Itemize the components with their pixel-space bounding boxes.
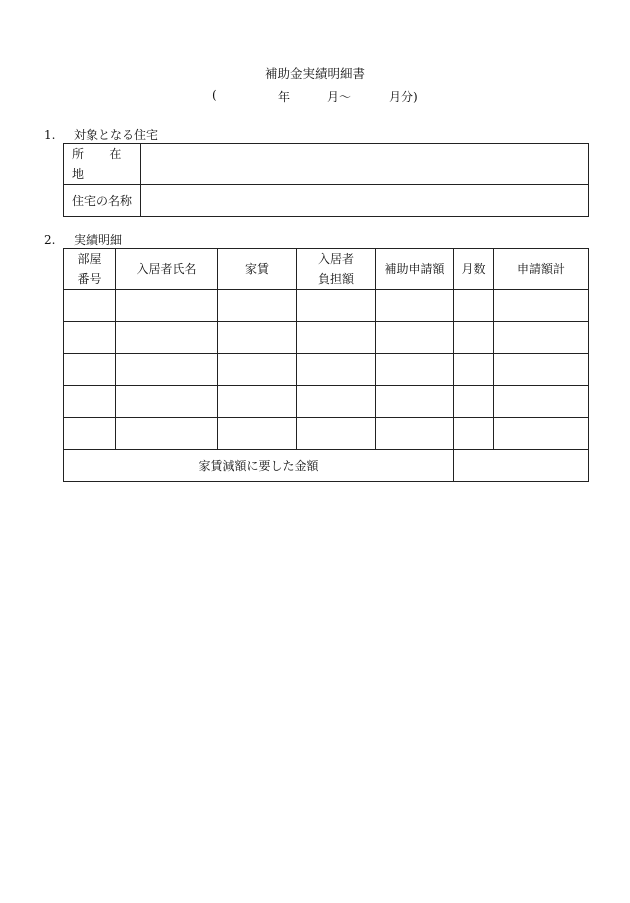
table-cell[interactable] — [297, 322, 376, 354]
table-cell[interactable] — [297, 290, 376, 322]
header-resident-burden: 入居者 負担額 — [297, 249, 376, 290]
table-row — [64, 386, 589, 418]
table-cell[interactable] — [64, 418, 116, 450]
table-cell[interactable] — [494, 322, 589, 354]
table-cell[interactable] — [116, 354, 218, 386]
table-cell[interactable] — [494, 386, 589, 418]
table-row — [64, 322, 589, 354]
table-row — [64, 144, 589, 185]
address-label: 所 在 地 — [64, 144, 141, 185]
table-cell[interactable] — [64, 322, 116, 354]
table-cell[interactable] — [376, 290, 454, 322]
table-cell[interactable] — [297, 354, 376, 386]
table-cell[interactable] — [454, 322, 494, 354]
period-month-to-label: 月分) — [389, 90, 418, 104]
header-total-amount: 申請額計 — [494, 249, 589, 290]
period-month-from-label: 月〜 — [327, 90, 352, 104]
section-1-heading — [44, 126, 158, 143]
table-cell[interactable] — [297, 386, 376, 418]
table-row — [64, 185, 589, 217]
table-cell[interactable] — [64, 386, 116, 418]
table-cell[interactable] — [376, 354, 454, 386]
table-cell[interactable] — [64, 290, 116, 322]
housing-name-field[interactable] — [141, 185, 589, 217]
table-cell[interactable] — [64, 354, 116, 386]
table-cell[interactable] — [218, 386, 297, 418]
table-cell[interactable] — [116, 418, 218, 450]
table-cell[interactable] — [494, 354, 589, 386]
section-2-heading — [44, 231, 122, 248]
table-cell[interactable] — [218, 354, 297, 386]
table-header-row — [64, 249, 589, 290]
header-months: 月数 — [454, 249, 494, 290]
table-row — [64, 418, 589, 450]
address-field[interactable] — [141, 144, 589, 185]
section-1-number: 1. — [44, 128, 56, 142]
table-cell[interactable] — [376, 322, 454, 354]
table-cell[interactable] — [494, 418, 589, 450]
total-value-field[interactable] — [454, 450, 589, 482]
table-row — [64, 290, 589, 322]
section-2-title: 実績明細 — [74, 233, 123, 247]
housing-name-label: 住宅の名称 — [64, 185, 141, 217]
table-cell[interactable] — [376, 418, 454, 450]
header-subsidy-amount: 補助申請額 — [376, 249, 454, 290]
housing-table — [63, 143, 589, 217]
table-cell[interactable] — [218, 322, 297, 354]
total-label: 家賃減額に要した金額 — [64, 450, 454, 482]
table-cell[interactable] — [494, 290, 589, 322]
table-cell[interactable] — [116, 386, 218, 418]
table-cell[interactable] — [116, 290, 218, 322]
total-row — [64, 450, 589, 482]
table-cell[interactable] — [454, 418, 494, 450]
period-year-label: 年 — [278, 90, 291, 104]
table-cell[interactable] — [116, 322, 218, 354]
table-row — [64, 354, 589, 386]
section-1-title: 対象となる住宅 — [74, 128, 159, 142]
table-cell[interactable] — [454, 354, 494, 386]
section-2-number: 2. — [44, 233, 56, 247]
table-cell[interactable] — [218, 290, 297, 322]
document-title: 補助金実績明細書 — [264, 66, 365, 81]
table-cell[interactable] — [376, 386, 454, 418]
header-resident-name: 入居者氏名 — [116, 249, 218, 290]
header-room-number: 部屋 番号 — [64, 249, 116, 290]
table-cell[interactable] — [454, 290, 494, 322]
details-table — [63, 248, 589, 482]
period-open-paren: ( — [212, 88, 217, 102]
table-cell[interactable] — [218, 418, 297, 450]
table-cell[interactable] — [297, 418, 376, 450]
header-rent: 家賃 — [218, 249, 297, 290]
table-cell[interactable] — [454, 386, 494, 418]
